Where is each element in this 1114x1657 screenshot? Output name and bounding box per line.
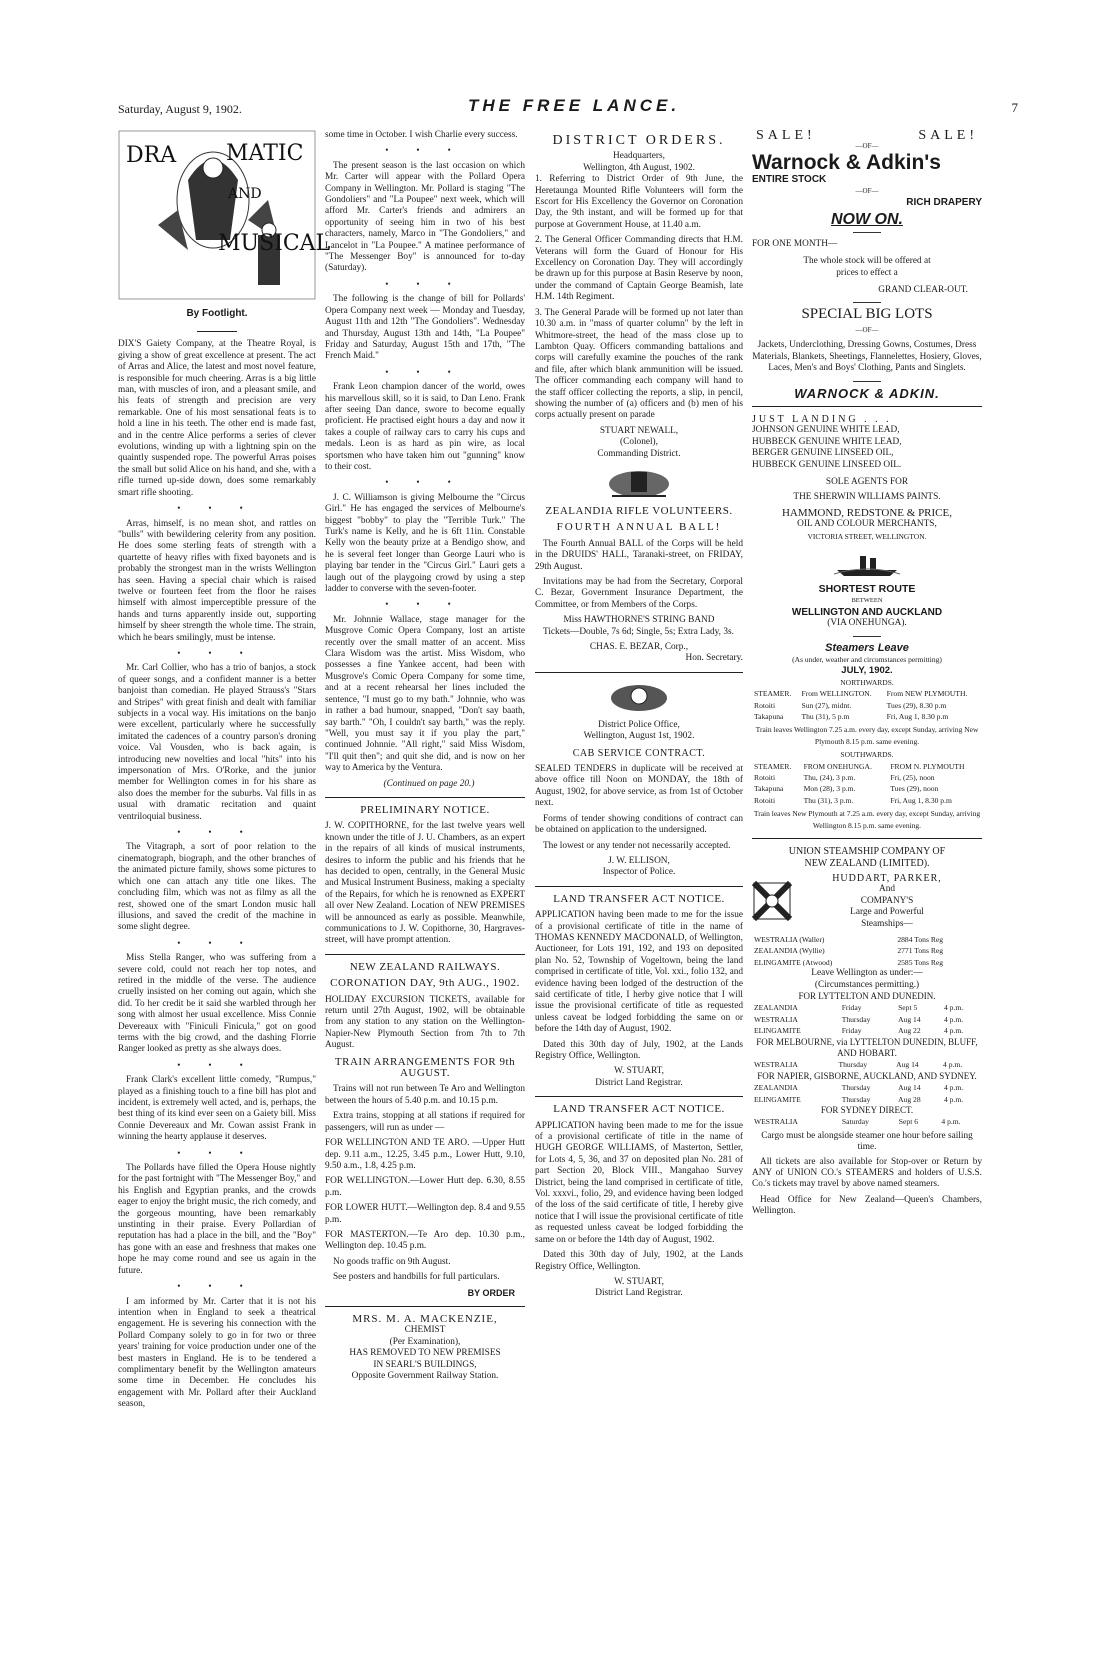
july: JULY, 1902. (841, 665, 893, 677)
divider (853, 232, 881, 233)
railways-text: No goods traffic on 9th August. (333, 1256, 451, 1267)
ball-text: The Fourth Annual BALL of the Corps will be held in the DRUIDS' HALL, Taranaki-street, on FRIDAY, 29th August. (535, 538, 743, 572)
column-header: From NEW PLYMOUTH. (886, 689, 968, 699)
table-cell: Sept 5 (898, 1003, 918, 1013)
north-note: Train leaves Wellington 7.25 a.m. every day, except Sunday, arriving New Plymouth 8.15 p.m. same evening. (755, 725, 979, 746)
divider-dots: ••• (177, 937, 271, 948)
southwards: SOUTHWARDS. (840, 750, 894, 760)
table-cell: Aug 14 (898, 1083, 921, 1093)
divider (853, 302, 881, 303)
page-number: 7 (1011, 100, 1018, 115)
land-transfer-heading: LAND TRANSFER ACT NOTICE. (553, 892, 725, 905)
paragraph: I am informed by Mr. Carter that it is not his intention when in England to seek a theatrical engagement. He is severing his connection with the Pollard Company solely to go in for two or three years' training for voice production under one of the best masters in England. He is to be tendered a complimentary benefit by the Wellington amateurs some time in December. He concludes his engagement with Mr. Pollard after their Auckland season, (118, 1296, 316, 1410)
hp-line: HUDDART, PARKER, (832, 872, 942, 884)
northwards: NORTHWARDS. (840, 677, 894, 687)
paragraph: The following is the change of bill for Pollards' Opera Company next week — Monday and Tuesday, August 11th and 12th "The Gondoliers". Wednesday and Thursday, August 13th and 14th, "La Poupee" Friday and Saturday, August 15th and 17th, "The French Maid." (325, 294, 525, 362)
divider-dots: ••• (385, 599, 479, 610)
northwards-table (752, 688, 982, 722)
divider (535, 886, 743, 887)
one-month: FOR ONE MONTH— (752, 238, 838, 249)
table-cell: 4 p.m. (943, 1003, 964, 1013)
police-line: Wellington, August 1st, 1902. (583, 731, 695, 742)
table-cell: Fri, (25), noon (890, 773, 935, 783)
table-row (752, 1025, 982, 1036)
divider-dots: ••• (177, 1281, 271, 1292)
divider-dots: ••• (177, 1147, 271, 1158)
sole-agents: SOLE AGENTS FOR (825, 476, 909, 487)
paragraph: Mr. Johnnie Wallace, stage manager for the Musgrove Comic Opera Company, lost an artiste recently over the small matter of an accent. Miss Clara Wisdom was the artist. Miss Wisdom, who possesses a fine Yankee accent, had been with Musgrove's Comic Opera Company for some time, and at a recent rehearsal her lines included the sentence, "I must go to my bath." Johnnie, who was in rather a bad humour, snapped, "Don't say baath, say barth." "Oh, I couldn't say barth," was the reply. "Well, you must say it if you play the part," continued Johnnie. "All right," said Miss Wisdom, "I'll quit then"; and quit she did, and is now on her way to America by the Ventura. (325, 614, 525, 774)
column-header: STEAMER. (754, 689, 792, 699)
svg-text:AND: AND (228, 186, 262, 202)
table-cell: Thu, (24), 3 p.m. (803, 773, 856, 783)
cab-text: Forms of tender showing conditions of contract can be obtained on application to the undersigned. (535, 813, 743, 836)
divider-dots: ••• (385, 145, 479, 156)
railways-arrangements: TRAIN ARRANGEMENTS FOR 9th AUGUST. (334, 1055, 516, 1080)
table-cell: Rotoiti (754, 700, 776, 710)
table-cell: WESTRALIA (Waller) (754, 934, 825, 944)
hp-line: And (878, 884, 895, 895)
mackenzie-line: IN SEARL'S BUILDINGS, (373, 1359, 477, 1370)
table-cell: Thursday (838, 1060, 868, 1070)
table-cell: 4 p.m. (943, 1026, 964, 1036)
ball-text: Invitations may be had from the Secretary, Corporal C. Bezar, Government Insurance Department, the Committee, or from Members of the Corps. (535, 577, 743, 610)
issue-date: Saturday, August 9, 1902. (118, 102, 242, 116)
paragraph: some time in October. I wish Charlie every success. (325, 130, 518, 140)
divider-dots: ••• (177, 503, 271, 514)
column-theatre-notes (325, 130, 525, 1382)
signature: District Land Registrar. (595, 1077, 683, 1088)
table-row (752, 957, 982, 968)
paragraph: Frank Clark's excellent little comedy, "Rumpus," played as a finishing touch to a fine bill has plot and incident, is extremely well acted, and is, perhaps, the best thing of its kind ever seen on a Gaiety bill. Miss Connie Devereaux and Mr. Cowan assist Frank in winning the hearty applause it deserves. (118, 1075, 316, 1143)
southwards-table (752, 761, 982, 807)
divider-dots: ••• (385, 366, 479, 377)
cargo-note: Cargo must be alongside steamer one hour before sailing time. (761, 1130, 973, 1153)
cab-text: SEALED TENDERS in duplicate will be received at above office till Noon on MONDAY, the 18th of August, 1902, for above service, as from 1st of October next. (535, 764, 743, 809)
signature: Commanding District. (597, 448, 681, 459)
column-dramatic-musical (118, 130, 331, 1415)
table-cell: Aug 14 (898, 1014, 921, 1024)
railways-text: HOLIDAY EXCURSION TICKETS, available for return until 27th August, 1902, will be obtainable from any station to any station on the Wellington-Napier-New Plymouth Section from 7th to 7th August. (325, 994, 525, 1051)
paragraph: The Pollards have filled the Opera House nightly for the past fortnight with "The Messenger Boy," and his English and Egyptian pranks, and the crowds eager to enjoy the bright music, the rich comedy, and the gorgeous mounting, have been remarkably unstinting in their praise. Every Pollardian of reputation has had a place in the bill, and the "Boy" has gone with an ease and freshness that makes one hope he may come round and see us again in the future. (118, 1163, 316, 1276)
of-line: —OF— (855, 186, 879, 195)
order-item: 2. The General Officer Commanding directs that H.M. Veterans will form the Guard of Honour for His Excellency on Coronation Day. They will accordingly be drawn up for this purpose at Basin Reserve by noon, under the command of Captain George Beamish, late H.M. 14th Regiment. (535, 235, 743, 303)
table-header (752, 761, 982, 772)
paragraph: Miss Stella Ranger, who was suffering from a severe cold, could not reach her top notes, and retired in the middle of the verse. The audience cruelly insisted on her coming out again, which she did. To her credit be it said she warbled through her song with almost her usual excellence. Miss Connie Devereaux with "Finiculi Finicula," got on good terms with the big crowd, and the dashing Florrie Ranger looked as pretty as she always does. (118, 953, 316, 1055)
dramatic-logo-illustration (118, 130, 331, 300)
table-row (752, 772, 982, 783)
hp-line: Steamships— (861, 918, 913, 929)
product-line: HUBBECK GENUINE WHITE LEAD, (752, 436, 902, 447)
paragraph: Frank Leon champion dancer of the world, owes his marvellous skill, so it is said, to Dan Leno. Frank after seeing Dan dance, swore to become equally proficient. He practised eight hours a day and now it takes a couple of railway cars to carry his cups and medals. Leon is as hard as pin wire, as local sportsmen who have taken him out "gunning" know to their cost. (325, 382, 525, 472)
table-row (752, 1116, 982, 1127)
table-cell: Tues (29), 8.30 p.m (886, 700, 947, 710)
column-header: FROM ONEHUNGA. (803, 761, 872, 771)
route-table (752, 1116, 982, 1127)
signature: STUART NEWALL, (599, 425, 679, 436)
table-cell: Friday (841, 1026, 862, 1036)
steamer-icon (832, 548, 902, 578)
route-heading: FOR NAPIER, GISBORNE, AUCKLAND, AND SYDNEY. (757, 1070, 977, 1081)
table-cell: WESTRALIA (754, 1060, 798, 1070)
south-note: Train leaves New Plymouth at 7.25 a.m. every day, except Sunday, arriving Wellington 8.15 p.m. same evening. (753, 809, 981, 830)
rich-drapery: RICH DRAPERY (906, 197, 982, 209)
grand-clearout: GRAND CLEAR-OUT. (878, 285, 968, 296)
table-cell: Saturday (841, 1117, 869, 1127)
cab-text: The lowest or any tender not necessarily accepted. (543, 840, 731, 851)
table-cell: Fri, Aug 1, 8.30 p.m (890, 795, 952, 805)
table-row (752, 1059, 982, 1070)
signature: (Colonel), (620, 437, 658, 448)
railways-text: FOR WELLINGTON.—Lower Hutt dep. 6.30, 8.55 p.m. (325, 1176, 525, 1198)
table-cell: Thursday (841, 1083, 871, 1093)
crest-icon (604, 466, 674, 500)
railways-text: FOR WELLINGTON AND TE ARO. —Upper Hutt dep. 9.11 a.m., 12.25, 3.45 p.m., Lower Hutt, 9.10, 9.50 a.m., 1.8, 4.25 p.m. (325, 1138, 525, 1171)
masthead (118, 96, 1018, 118)
paragraph: J. C. Williamson is giving Melbourne the "Circus Girl." He has engaged the services of Melbourne's biggest "bobby" to play the "Terrible Turk." The Turk's name is Kelly, and he is 6ft 11in. Constable Kelly won the beauty prize at a Bendigo show, and he is several feet longer than George Lauri who is playing bar tender in the "Circus Girl." Lauri gets a laugh out of the playgoing crowd by using a step ladder to converse with the seven-footer. (325, 492, 525, 595)
divider (853, 381, 881, 382)
whole-stock: The whole stock will be offered at prices to effect a (803, 256, 931, 278)
police-crest-icon (607, 680, 671, 714)
table-row (752, 1014, 982, 1025)
paragraph: The Vitagraph, a sort of poor relation to the cinematograph, biograph, and the other branches of the animated picture family, shows some pictures to which one can attach any title one likes. The concluding film, which was not as filmy as all the rest, showed one of the smart London music hall illusions, and saved the credit of the machine in some slight degree. (118, 842, 316, 933)
table-cell: Thu (31), 3 p.m. (803, 795, 854, 805)
via-onehunga: (VIA ONEHUNGA). (827, 618, 907, 629)
by-order: BY ORDER (467, 1287, 515, 1298)
entire-stock: ENTIRE STOCK (752, 174, 827, 186)
fleet-table (752, 934, 982, 968)
divider (325, 1306, 525, 1307)
union-line: UNION STEAMSHIP COMPANY OF (788, 846, 946, 858)
sale-right: SALE! (918, 128, 978, 143)
column-header: STEAMER. (754, 761, 792, 771)
table-cell: WESTRALIA (754, 1014, 798, 1024)
column-notices (535, 130, 743, 1300)
oil-colour: OIL AND COLOUR MERCHANTS, (797, 519, 937, 530)
table-cell: 4 p.m. (941, 1117, 961, 1127)
table-row (752, 1002, 982, 1013)
table-cell: 2585 Tons Reg (897, 957, 944, 967)
land-transfer-text: APPLICATION having been made to me for the issue of a provisional certificate of title in the name of THOMAS KENNEDY MACDONALD, of Wellington, Auctioneer, for Lots 191, 192, and 193 on deposited plan No. 52, Township of Vogeltown, being the land comprised in certificate of title, Vol. xxi., folio 132, and evidence having been lodged of the destruction of the said certificate of title, I herby give notice that I will issue the provisional certificate of title as requested unless caveat be lodged forbidding the same on or before the 14th day of August, 1902. (535, 910, 743, 1035)
now-on: NOW ON. (831, 211, 903, 229)
svg-text:DRA: DRA (126, 143, 177, 168)
byline: By Footlight. (186, 308, 248, 319)
table-cell: Thursday (841, 1094, 871, 1104)
divider (752, 406, 982, 407)
ball-heading: FOURTH ANNUAL BALL! (556, 521, 722, 534)
warnock-adkins-heading: Warnock & Adkin's (752, 150, 941, 174)
tickets-line: Tickets—Double, 7s 6d; Single, 5s; Extra Lady, 3s. (543, 626, 734, 637)
signature: CHAS. E. BEZAR, Corp., (589, 642, 689, 653)
divider-dots: ••• (385, 278, 479, 289)
divider (325, 797, 525, 798)
svg-text:MUSICAL: MUSICAL (218, 231, 331, 256)
cab-heading: CAB SERVICE CONTRACT. (572, 747, 706, 759)
band-line: Miss HAWTHORNE'S STRING BAND (563, 615, 715, 626)
notice-body: J. W. COPITHORNE, for the last twelve years well known under the title of J. U. Chambers, as an expert in the repairs of all kinds of musical instruments, desires to inform the public and his friends that he has decided to open, centrally, in the General Music and Musical Instrument Business, making a specialty of the Repairs, for which he is renowned as EXPERT all over New Zealand. Location of NEW PREMISES will be announced as early as possible. Meanwhile, communications to J. W. Copithorne, 30, Hargraves-street, will have prompt attention. (325, 821, 525, 946)
order-item: 3. The General Parade will be formed up not later than 10.30 a.m. in "mass of quarter column" by the left in Whitmore-street, the head of the mass close up to Lambton Quay. Officers commanding battalions and corps will carefully examine the pouches of the rank and file, after which blank ammunition will be issued. The officer commanding each company will hand to the staff officer collecting the reports, a slip, in pencil, showing the number of (a) officers and (b) men of his corps actually present on parade (535, 307, 743, 421)
column-header: From WELLINGTON. (801, 689, 872, 699)
divider (535, 1096, 743, 1097)
shortest-route: SHORTEST ROUTE (818, 582, 916, 595)
hq-line: Headquarters, (613, 151, 665, 162)
divider-dots: ••• (177, 827, 271, 838)
lots-list: Jackets, Underclothing, Dressing Gowns, Costumes, Dress Materials, Blankets, Sheetings, Flannelettes, Hosiery, Gloves, Laces, Men's and Boys' Clothing, Pants and Singlets. (752, 340, 982, 374)
table-cell: 4 p.m. (943, 1060, 963, 1070)
divider (752, 838, 982, 839)
product-line: BERGER GENUINE LINSEED OIL, (752, 448, 894, 459)
railways-text: FOR LOWER HUTT.—Wellington dep. 8.4 and 9.55 p.m. (325, 1203, 525, 1225)
railways-text: Extra trains, stopping at all stations if required for passengers, will run as under — (325, 1111, 525, 1133)
table-row (752, 934, 982, 945)
column-advertisements (752, 130, 982, 1222)
table-cell: 4 p.m. (943, 1083, 964, 1093)
hp-line: Large and Powerful (850, 907, 924, 918)
product-line: JOHNSON GENUINE WHITE LEAD, (752, 425, 900, 436)
of-line: —OF— (855, 142, 879, 151)
district-orders-heading: DISTRICT ORDERS. (552, 133, 726, 148)
table-row (752, 783, 982, 794)
mackenzie-name: MRS. M. A. MACKENZIE, (352, 1312, 498, 1325)
column-header: FROM N. PLYMOUTH (890, 761, 965, 771)
divider (535, 672, 743, 673)
of-line: —OF— (855, 325, 879, 334)
table-cell: ELINGAMITE (754, 1026, 801, 1036)
table-row (752, 945, 982, 956)
order-item: 1. Referring to District Order of 9th June, the Heretaunga Mounted Rifle Volunteers will form the Escort for His Excellency the Governor on Coronation Day, the 9th instant, and will be formed up for that purpose at Government House, at 11.40 a.m. (535, 174, 743, 230)
hammond-redstone: HAMMOND, REDSTONE & PRICE, (781, 506, 952, 519)
table-header (752, 688, 982, 699)
railways-heading: NEW ZEALAND RAILWAYS. (349, 960, 501, 973)
table-row (752, 700, 982, 711)
special-big-lots: SPECIAL BIG LOTS (801, 306, 933, 323)
route-table (752, 1002, 982, 1036)
table-cell: Tues (29), noon (890, 784, 939, 794)
table-row (752, 1094, 982, 1105)
table-cell: ZEALANDIA (754, 1003, 798, 1013)
table-cell: 4 p.m. (943, 1014, 964, 1024)
sale-left: SALE! (756, 128, 816, 143)
table-cell: Thursday (841, 1014, 871, 1024)
table-cell: WESTRALIA (754, 1117, 798, 1127)
table-cell: Takapuna (754, 784, 784, 794)
railways-text: See posters and handbills for full particulars. (333, 1272, 500, 1283)
hp-line: COMPANY'S (860, 895, 914, 906)
railways-text: FOR MASTERTON.—Te Aro dep. 10.30 p.m., Wellington dep. 10.45 p.m. (325, 1229, 525, 1252)
paragraph: DIX'S Gaiety Company, at the Theatre Royal, is giving a show of great excellence at present. The act of Arras and Alice, the latest and most novel feature, is responsible for much cheering. Arras is a big little man, with muscles of iron, and a pleasant smile, and his feats of strength and precision are very remarkable. One of his most sensational feats is to hold a line in his teeth. The other end is made fast, and in the centre Alice performs a series of clever evolutions, winding up with a lightning spin on the quaintly suspended rope. The powerful Arras poises the small but solid Alice on his hand, and she, with a rifle turned up-side down, does some remarkably smart rifle shooting. (118, 339, 316, 498)
signature: District Land Registrar. (595, 1288, 683, 1299)
divider (853, 636, 881, 637)
table-cell: ZEALANDIA (754, 1083, 798, 1093)
table-cell: Thu (31), 5 p.m (801, 712, 850, 722)
zealandia-heading: ZEALANDIA RIFLE VOLUNTEERS. (545, 504, 733, 517)
table-cell: Rotoiti (754, 773, 776, 783)
paragraph: Arras, himself, is no mean shot, and rattles on "bulls" with bewildering celerity from any position. He does some sterling feats of strength with a quartette of heavy rifles with fixed bayonets and is probably the strongest man in the wrists Wellington has seen. Having a special chair which is raised twelve or fourteen feet from the floor he raises himself with almost imperceptible pressure of the hands and turns apparently inside out, supporting himself by sheer strength the whole time. The strain, which he bears smilingly, must be intense. (118, 518, 316, 643)
table-cell: Fri, Aug 1, 8.30 p.m (886, 712, 949, 722)
continued-note: (Continued on page 20.) (383, 778, 475, 789)
huddart-parker-block (752, 873, 982, 930)
divider (325, 954, 525, 955)
signature: Hon. Secretary. (685, 653, 743, 664)
signature: Inspector of Police. (602, 867, 676, 878)
route-heading: FOR SYDNEY DIRECT. (820, 1105, 914, 1116)
head-office: Head Office for New Zealand—Queen's Chambers, Wellington. (752, 1194, 982, 1217)
table-cell: Aug 22 (898, 1026, 921, 1036)
table-cell: ZEALANDIA (Wyllie) (754, 946, 825, 956)
route-heading: FOR MELBOURNE, via LYTTELTON DUNEDIN, BLUFF, AND HOBART. (756, 1036, 978, 1058)
land-transfer-text: Dated this 30th day of July, 1902, at the Lands Registry Office, Wellington. (535, 1250, 743, 1272)
table-cell: Sun (27), midnt. (801, 700, 852, 710)
signature: W. STUART, (614, 1276, 664, 1287)
steamers-leave: Steamers Leave (825, 641, 909, 654)
mackenzie-line: (Per Examination), (389, 1336, 461, 1347)
svg-text:MATIC: MATIC (226, 141, 304, 166)
table-row (752, 711, 982, 722)
table-cell: Takapuna (754, 712, 784, 722)
mackenzie-line: HAS REMOVED TO NEW PREMISES (349, 1348, 501, 1359)
table-row (752, 795, 982, 806)
railways-text: Trains will not run between Te Aro and Wellington between the hours of 5.40 p.m. and 10.15 p.m. (325, 1084, 525, 1106)
divider (197, 331, 237, 332)
route-table (752, 1082, 982, 1105)
mackenzie-line: Opposite Government Railway Station. (351, 1371, 499, 1381)
union-line: NEW ZEALAND (LIMITED). (804, 857, 930, 869)
signature: W. STUART, (614, 1066, 664, 1077)
notice-heading: PRELIMINARY NOTICE. (360, 803, 490, 816)
tickets-note: All tickets are also available for Stop-over or Return by ANY of UNION CO.'s STEAMERS and holders of U.S.S. Co.'s tickets may travel by above named steamers. (752, 1156, 982, 1190)
sherwin-williams: THE SHERWIN WILLIAMS PAINTS. (793, 492, 941, 503)
table-cell: 4 p.m. (943, 1094, 964, 1104)
table-cell: ELINGAMITE (754, 1094, 801, 1104)
police-line: District Police Office, (598, 719, 680, 730)
table-cell: 2884 Tons Reg (897, 934, 944, 944)
signature: J. W. ELLISON, (608, 855, 670, 866)
table-cell: 2771 Tons Reg (897, 946, 944, 956)
land-transfer-text: APPLICATION having been made to me for the issue of a provisional certificate of title in the name of HUGH GEORGE WILLIAMS, of Masterton, Settler, for Lots 4, 5, 36, and 37 on deposited plan No. 281 of part Section 20, Block VIII., Mangahao Survey District, being the land comprised in certificate of title, Vol. xxxvi., folio, 29, and evidence having been lodged of the loss of the said certificate of title, I hereby give notice that I will issue the provisional certificate of title as requested unless caveat be lodged forbidding the same on or before the 14th day of August, 1902. (535, 1120, 743, 1245)
table-cell: Friday (841, 1003, 862, 1013)
land-transfer-heading: LAND TRANSFER ACT NOTICE. (553, 1103, 725, 1116)
between: BETWEEN (851, 597, 883, 605)
table-cell: ELINGAMITE (Atwood) (754, 957, 833, 967)
paragraph: The present season is the last occasion on which Mr. Carter will appear with the Pollard Opera Company in Wellington. Mr. Pollard is staging "The Gondoliers" and "La Poupee" next week, which will afford Mr. Carter's friends and admirers an opportunity of seeing him in two of his best characters, namely, Marco in "The Gondoliers," and Lancelot in "La Poupee." A matinee performance of "The Messenger Boy" is announced for to-day (Saturday). (325, 160, 525, 274)
table-cell: Sept 6 (898, 1117, 918, 1127)
house-flag-icon (752, 881, 792, 921)
railways-subheading: CORONATION DAY, 9th AUG., 1902. (330, 977, 520, 990)
divider-dots: ••• (385, 477, 479, 488)
table-cell: Aug 14 (896, 1060, 919, 1070)
just-landing: JUST LANDING . . . (752, 413, 892, 425)
table-cell: Aug 28 (898, 1094, 921, 1104)
route-table (752, 1059, 982, 1070)
land-transfer-text: Dated this 30th day of July, 1902, at the Lands Registry Office, Wellington. (535, 1039, 743, 1061)
table-row (752, 1082, 982, 1093)
route-heading: FOR LYTTELTON AND DUNEDIN. (798, 990, 936, 1001)
paragraph: Mr. Carl Collier, who has a trio of banjos, a stock of queer songs, and a confident manner is a better banjoist than comedian. He played Strauss's "Stars and Stripes" with great finish and dealt with familiar subjects in a vocal way. His imitations on the banjo were excellent, particularly where he successfully imitated the cadences of a country parson's droning voice. Val Vousden, who is back again, is introducing new novelties and local "hits" into his impersonation of Mrs. O'Rorke, and the junior member for Wellington comes in for his share as also does the member for the suburbs. Val fills in as usual with dramatic recitation and quaint ventriloquial business. (118, 663, 316, 822)
paper-title: THE FREE LANCE. (468, 96, 681, 115)
huddart-parker-text (792, 873, 982, 930)
product-line: HUBBECK GENUINE LINSEED OIL. (752, 459, 902, 470)
warnock-adkin-footer: WARNOCK & ADKIN. (794, 385, 940, 401)
table-cell: Mon (28), 3 p.m. (803, 784, 856, 794)
sale-banner (756, 130, 978, 141)
divider-dots: ••• (177, 647, 271, 658)
hq-line: Wellington, 4th August, 1902. (583, 162, 695, 173)
circumstances: (Circumstances permitting.) (814, 979, 920, 990)
divider-dots: ••• (177, 1059, 271, 1070)
weather-note: (As under, weather and circumstances permitting) (792, 655, 942, 664)
wellington-auckland: WELLINGTON AND AUCKLAND (791, 606, 943, 618)
table-cell: Rotoiti (754, 795, 776, 805)
leave-wellington: Leave Wellington as under:— (811, 968, 923, 979)
mackenzie-title: CHEMIST (404, 1325, 446, 1336)
dramatic-musical-logo (118, 130, 331, 300)
victoria-street: VICTORIA STREET, WELLINGTON. (807, 531, 927, 541)
